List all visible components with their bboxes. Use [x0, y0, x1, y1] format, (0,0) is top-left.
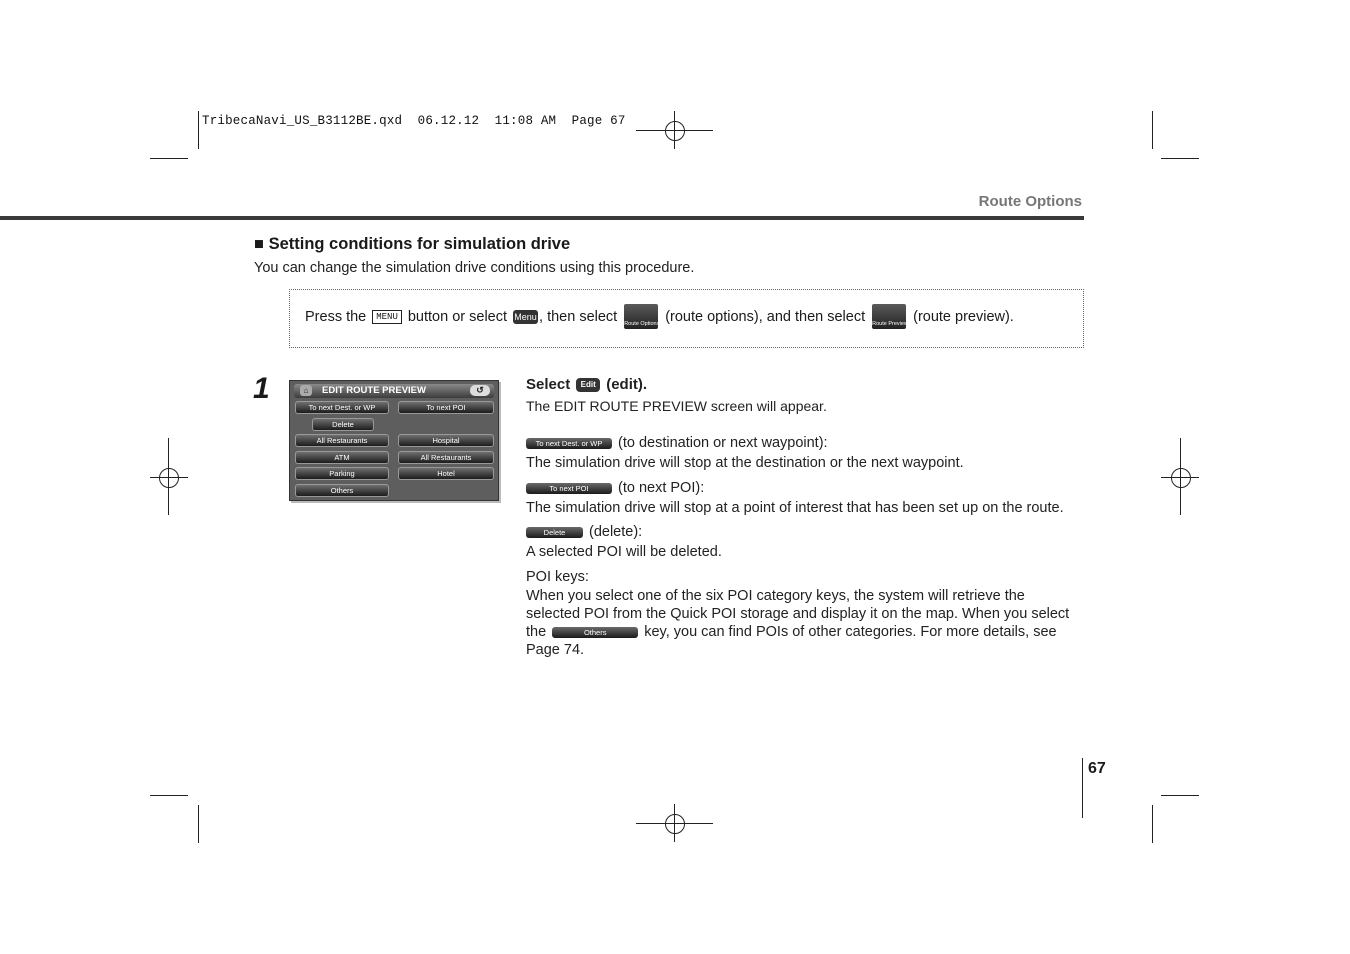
poi-keys-the: the: [526, 624, 547, 640]
delete-title-line: [526, 524, 642, 540]
crop-mark: [150, 158, 188, 159]
screen-button-next-dest[interactable]: To next Dest. or WP: [295, 401, 389, 414]
poi-keys-line-4: Page 74.: [526, 642, 585, 658]
poi-keys-key-text: key, you can find POIs of other categories. For more details, see: [644, 624, 1057, 640]
screen-button-delete[interactable]: Delete: [312, 418, 374, 431]
delete-button-icon: Delete: [526, 527, 583, 538]
back-icon: ↺: [470, 385, 490, 396]
header-rule: [0, 216, 1084, 220]
print-slug: TribecaNavi_US_B3112BE.qxd 06.12.12 11:08 AM Page 67: [202, 114, 626, 128]
poi-title: (to next POI):: [618, 480, 705, 496]
screen-button-next-poi[interactable]: To next POI: [398, 401, 494, 414]
poi-keys-desc: [526, 587, 1086, 659]
procedure-then-select: , then select: [539, 308, 618, 325]
section-label: Route Options: [978, 193, 1082, 210]
section-intro: You can change the simulation drive conditions using this procedure.: [254, 260, 695, 276]
poi-title-line: [526, 480, 704, 496]
screen-button-hospital[interactable]: Hospital: [398, 434, 494, 447]
menu-key-icon: MENU: [372, 310, 402, 324]
screen-button-all-restaurants-2[interactable]: All Restaurants: [398, 451, 494, 464]
screen-title-bar: [294, 384, 494, 398]
registration-circle: [159, 468, 179, 488]
route-options-icon: [624, 304, 658, 329]
edit-route-preview-screen: [289, 380, 499, 501]
registration-circle: [665, 121, 685, 141]
screen-button-parking[interactable]: Parking: [295, 467, 389, 480]
procedure-text: [305, 304, 1014, 329]
menu-touch-icon: Menu: [514, 311, 537, 322]
crop-mark: [150, 795, 188, 796]
home-icon: ⌂: [300, 385, 312, 396]
delete-desc: A selected POI will be deleted.: [526, 544, 722, 560]
crop-mark: [1152, 805, 1153, 843]
screen-title: EDIT ROUTE PREVIEW: [322, 385, 426, 396]
edit-icon: Edit: [576, 378, 600, 392]
square-bullet-icon: ■: [254, 235, 269, 253]
poi-desc: The simulation drive will stop at a point of interest that has been set up on the route.: [526, 500, 1064, 516]
delete-title: (delete):: [589, 524, 643, 540]
registration-circle: [665, 814, 685, 834]
dest-title-line: [526, 435, 828, 451]
screen-button-atm[interactable]: ATM: [295, 451, 389, 464]
screen-button-all-restaurants[interactable]: All Restaurants: [295, 434, 389, 447]
page-number-rule: [1082, 758, 1083, 818]
select-word: Select: [526, 376, 571, 393]
edit-result: The EDIT ROUTE PREVIEW screen will appear.: [526, 398, 827, 414]
others-button-icon: Others: [552, 627, 638, 638]
step-number: 1: [253, 372, 270, 405]
dest-title: (to destination or next waypoint):: [618, 435, 828, 451]
route-preview-icon: [872, 304, 906, 329]
crop-mark: [198, 111, 199, 149]
page-number: 67: [1088, 760, 1106, 777]
procedure-press: Press the: [305, 308, 367, 325]
procedure-route-options: (route options), and then select: [665, 308, 866, 325]
select-edit-line: [526, 376, 647, 393]
poi-keys-line-2: selected POI from the Quick POI storage and display it on the map. When you select: [526, 606, 1070, 622]
route-options-icon-label: Route Options: [624, 321, 660, 327]
crop-mark: [1161, 158, 1199, 159]
poi-keys-title: POI keys:: [526, 569, 589, 585]
poi-keys-line-1: When you select one of the six POI category keys, the system will retrieve the: [526, 588, 1025, 604]
procedure-or-select: button or select: [407, 308, 508, 325]
heading-text: Setting conditions for simulation drive: [268, 235, 571, 253]
poi-keys-line-3: [526, 623, 1086, 641]
crop-mark: [1152, 111, 1153, 149]
route-preview-icon-label: Route Preview: [872, 321, 908, 327]
dest-desc: The simulation drive will stop at the destination or the next waypoint.: [526, 455, 964, 471]
edit-text: (edit).: [606, 376, 648, 393]
dest-button-icon: To next Dest. or WP: [526, 438, 612, 449]
crop-mark: [198, 805, 199, 843]
screen-button-hotel[interactable]: Hotel: [398, 467, 494, 480]
crop-mark: [1161, 795, 1199, 796]
registration-circle: [1171, 468, 1191, 488]
section-heading: [254, 235, 570, 254]
screen-button-others[interactable]: Others: [295, 484, 389, 497]
procedure-route-preview: (route preview).: [913, 308, 1014, 325]
poi-button-icon: To next POI: [526, 483, 612, 494]
